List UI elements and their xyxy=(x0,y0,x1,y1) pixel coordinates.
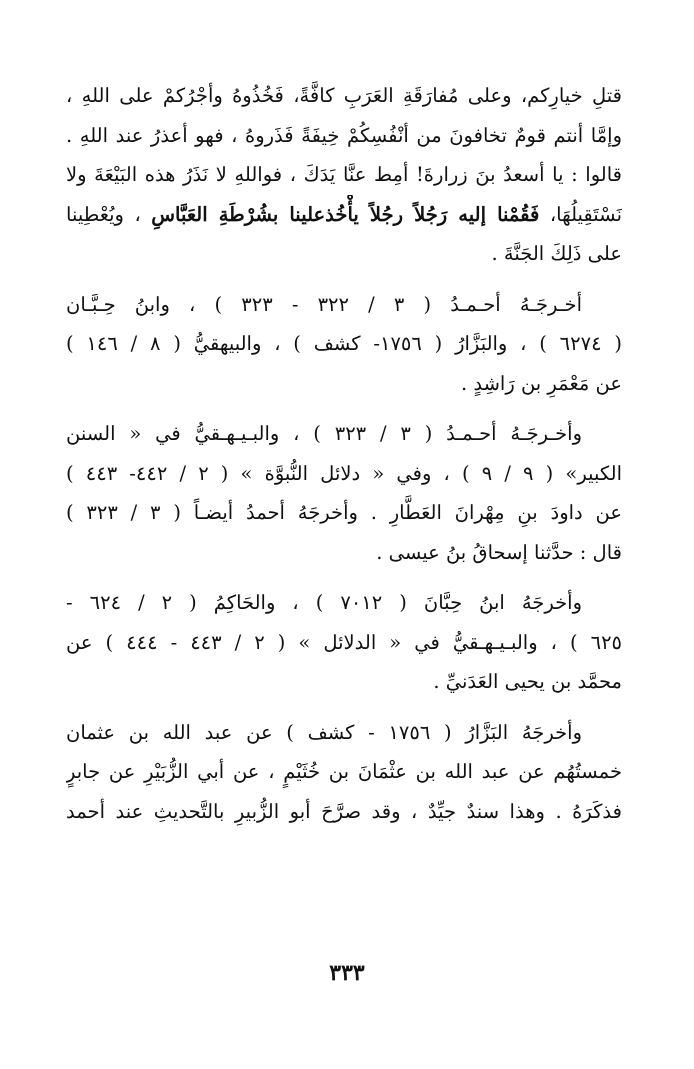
text-line: وأخرجَهُ ابنُ حِبَّانَ ( ٧٠١٢ ) ، والحَاكِمُ ( ٢ / ٦٢٤ - xyxy=(66,591,583,614)
paragraph-takhrij-2 xyxy=(66,414,622,572)
text-line: عن داودَ بنِ مِهْرانَ العَطَّارِ . وأخرجَهُ أحمدُ أيضـاً ( ٣ / ٣٢٣ ) xyxy=(66,501,622,524)
text-line: فذكَرَهُ . وهذا سندٌ جيِّدٌ ، وقد صرَّحَ أبو الزُّبيرِ بالتَّحديثِ عند أحمد xyxy=(66,799,622,823)
text-line: خمستُهُم عن عبد الله بن عثْمَانَ بن خُثَيْمٍ ، عن أبي الزُّبَيْرِ عن جابرٍ xyxy=(66,760,622,783)
paragraph-takhrij-3 xyxy=(66,583,622,702)
text-line: ٦٢٥ ) ، والبـيـهـقيُّ في « الدلائل » ( ٢ / ٤٤٣ - ٤٤٤ ) عن xyxy=(66,630,622,654)
paragraph-takhrij-1 xyxy=(66,285,622,404)
text-line: على ذَلِكَ الجَنَّةَ . xyxy=(491,242,622,265)
text-line: أخـرجَـهُ أحـمـدُ ( ٣ / ٣٢٢ - ٣٢٣ ) ، وابنُ حِـبَّـان xyxy=(66,292,582,316)
text-line: محمَّد بن يحيى العَدَنيِّ . xyxy=(433,670,622,693)
page-number: ٣٣٣ xyxy=(329,960,365,986)
text-line: الكبير» ( ٩ / ٩ ) ، وفي « دلائل النُّبوَّة » ( ٢ / ٤٤٢- ٤٤٣ ) xyxy=(66,461,622,485)
text-line-emphasis: نَسْتَقِيلُهَا، فَقُمْنا إليه رَجُلاً رجُلاً يأْخُذعلينا بشُرْطَةِ العَبَّاسِ ، ويُعْطِينا xyxy=(66,202,622,226)
text-line: قتلِ خيارِكم، وعلى مُفارَقَةِ العَرَبِ كافَّةً، فَخُذُوهُ وأجْرُكمْ على اللهِ ، xyxy=(66,84,622,107)
text-line: وأخرجَهُ البَزَّارُ ( ١٧٥٦ - كشف ) عن عبد الله بن عثمان xyxy=(66,720,582,744)
text-line: قالوا : يا أسعدُ بنَ زرارةَ! أمِط عنَّا يَدَكَ ، فواللهِ لا نَذَرُ هذه البَيْعَةَ ولا xyxy=(66,163,622,186)
text-line: وإمَّا أنتم قومٌ تخافونَ من أنْفُسِكُمْ خِيفَةً فَذَروهُ ، فهو أعذرُ عند اللهِ . xyxy=(66,123,622,147)
text-line: قال : حدَّثنا إسحاقُ بنُ عيسى . xyxy=(376,540,622,564)
text-line: عن مَعْمَرِ بن رَاشِدٍ . xyxy=(460,371,622,395)
emphasis-phrase: فَقُمْنا إليه رَجُلاً رجُلاً يأْخُذعلينا بشُرْطَةِ العَبَّاسِ xyxy=(151,202,540,226)
paragraph-hadith xyxy=(66,76,622,274)
text-line: وأخـرجَـهُ أحـمـدُ ( ٣ / ٣٢٣ ) ، والبـيـهـقيُّ في « السنن xyxy=(66,422,582,445)
page-body xyxy=(66,76,622,831)
text-line: ( ٦٢٧٤ ) ، والبَزَّارُ ( ١٧٥٦- كشف ) ، والبيهقيُّ ( ٨ / ١٤٦ ) xyxy=(66,332,622,355)
paragraph-takhrij-4 xyxy=(66,713,622,832)
